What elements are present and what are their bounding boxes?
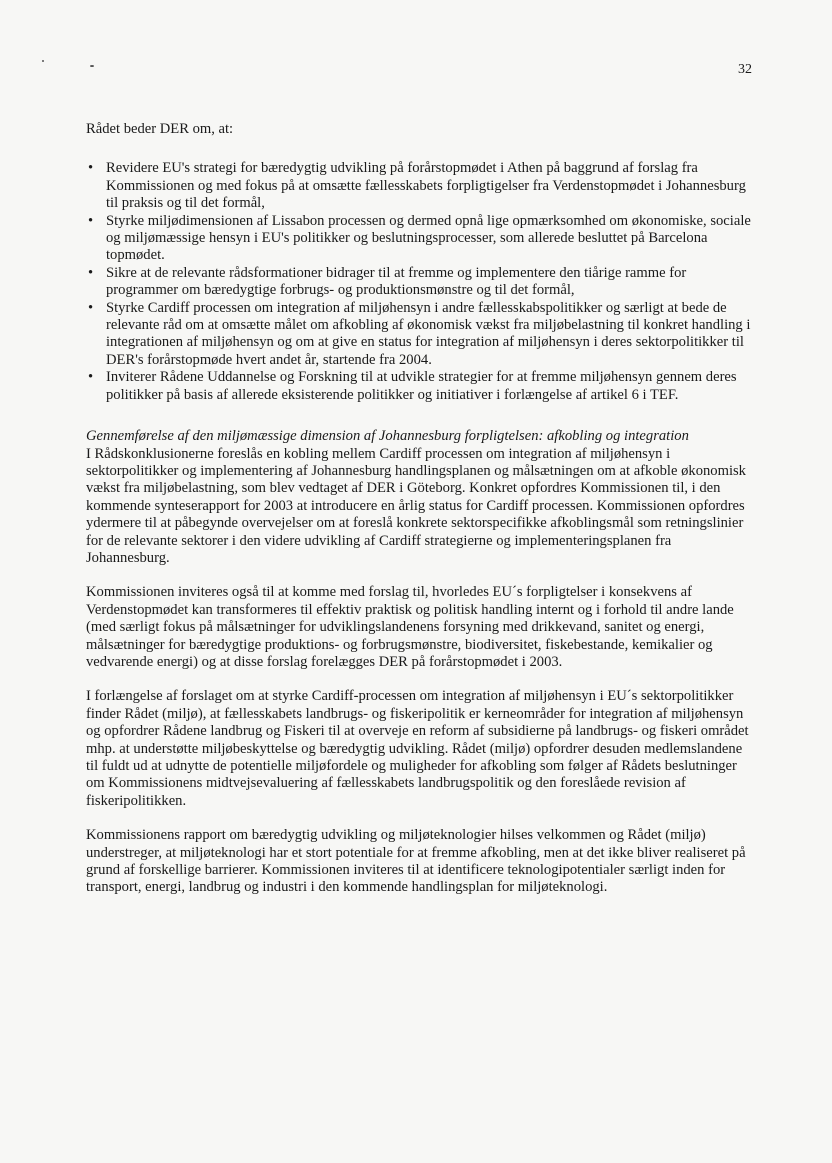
scan-speck-mark bbox=[90, 65, 94, 67]
document-body bbox=[86, 121, 752, 914]
bullet-marker: • bbox=[88, 369, 94, 386]
body-paragraph: Kommissionens rapport om bæredygtig udvikling og miljøteknologier hilses velkommen og Rådet (miljø) understreger, at miljøteknologi har et stort potentiale for at fremme afkobling, men at det ikke bliver realiseret på grund af forskellige barrierer. Kommissionen inviteres til at identificere teknologipotentialer særligt inden for transport, energi, landbrug og industri i den kommende handlingsplan for miljøteknologi. bbox=[86, 827, 746, 896]
list-item-text: Sikre at de relevante rådsformationer bidrager til at fremme og implementere den tiårige ramme for programmer om bæredygtige forbrugs- og produktionsmønstre og til det formål, bbox=[106, 264, 687, 299]
list-item bbox=[86, 369, 752, 404]
list-item bbox=[86, 160, 752, 212]
intro-text: Rådet beder DER om, at: bbox=[86, 121, 234, 137]
list-item-text: Revidere EU's strategi for bæredygtig udvikling på forårstopmødet i Athen på baggrund af forslag fra Kommissionen og med fokus på at omsætte fællesskabets forpligtigelser fra Verdenstopmødet i Johannesburg til praksis og til det formål, bbox=[106, 160, 746, 212]
scan-speck-mark bbox=[42, 60, 44, 62]
list-item bbox=[86, 213, 752, 265]
bullet-marker: • bbox=[88, 212, 94, 229]
list-item-text: Styrke Cardiff processen om integration af miljøhensyn i andre fællesskabspolitikker og særligt at bede de relevante råd om at omsætte målet om afkobling af økonomisk vækst fra miljøbelastning til konkret handling i integrationen af miljøhensyn og om at give en status for integration af miljøhensyn i deres sektorpolitikker til DER's forårstopmøde hvert andet år, startende fra 2004. bbox=[106, 299, 751, 368]
body-paragraph: I forlængelse af forslaget om at styrke Cardiff-processen om integration af miljøhensyn i EU´s sektorpolitikker finder Rådet (miljø), at fællesskabets landbrugs- og fiskeripolitik er kerneområder for integration af miljøhensyn og opfordrer Rådene landbrug og Fiskeri til at overveje en reform af subsidierne på landbrugs- og fiskeri området mhp. at understøtte miljøbeskyttelse og bæredygtig udvikling. Rådet (miljø) opfordrer desuden medlemslandene til fuldt ud at udnytte de potentielle miljøfordele og muligheder for afkobling som følger af Rådets beslutninger om Kommissionens midtvejsevaluering af fællesskabets landbrugspolitik og den foreslåede revision af fiskeripolitikken. bbox=[86, 688, 749, 809]
page-number: 32 bbox=[738, 62, 752, 77]
list-item-text: Inviterer Rådene Uddannelse og Forskning til at udvikle strategier for at fremme miljøhensyn gennem deres politikker på basis af allerede eksisterende politikker og initiativer i forlængelse af artikel 6 i TEF. bbox=[106, 369, 737, 403]
list-item-text: Styrke miljødimensionen af Lissabon processen og dermed opnå lige opmærksomhed om økonomiske, sociale og miljømæssige hensyn i EU's politikker og beslutningsprocesser, som allerede besluttet på Barcelona topmødet. bbox=[106, 212, 751, 264]
section-heading: Gennemførelse af den miljømæssige dimension af Johannesburg forpligtelsen: afkobling og integration bbox=[86, 428, 689, 445]
bullet-list bbox=[86, 160, 752, 404]
list-item bbox=[86, 265, 752, 300]
list-item bbox=[86, 300, 752, 370]
body-paragraph: I Rådskonklusionerne foreslås en kobling mellem Cardiff processen om integration af miljøhensyn i sektorpolitikker og implementering af Johannesburg handlingsplanen og målsætningen om at afkoble økonomisk vækst fra miljøbelastning, som blev vedtaget af DER i Göteborg. Konkret opfordres Kommissionen til, i den kommende synteserapport for 2003 at introducere en årlig status for Cardiff processen. Kommissionen opfordres ydermere til at påbegynde overvejelser om at foreslå konkrete sektorspecifikke afkoblingsmål som retningslinier for de relevante sektorer i den videre udvikling af Cardiff strategierne og implementeringsplanen fra Johannesburg. bbox=[86, 445, 746, 566]
body-paragraph: Kommissionen inviteres også til at komme med forslag til, hvorledes EU´s forpligtelser i konsekvens af Verdenstopmødet kan transformeres til effektiv praktisk og politisk handling internt og i forhold til andre lande (med særligt fokus på målsætninger for udviklingslandenens forsyning med drikkevand, sanitet og energi, målsætninger for bæredygtige produktions- og forbrugsmønstre, biodiversitet, fiskebestande, kemikalier og vedvarende energi) og at disse forslag forelægges DER på forårstopmødet i 2003. bbox=[86, 584, 734, 670]
bullet-marker: • bbox=[88, 299, 94, 316]
bullet-marker: • bbox=[88, 264, 94, 281]
bullet-marker: • bbox=[88, 160, 94, 177]
